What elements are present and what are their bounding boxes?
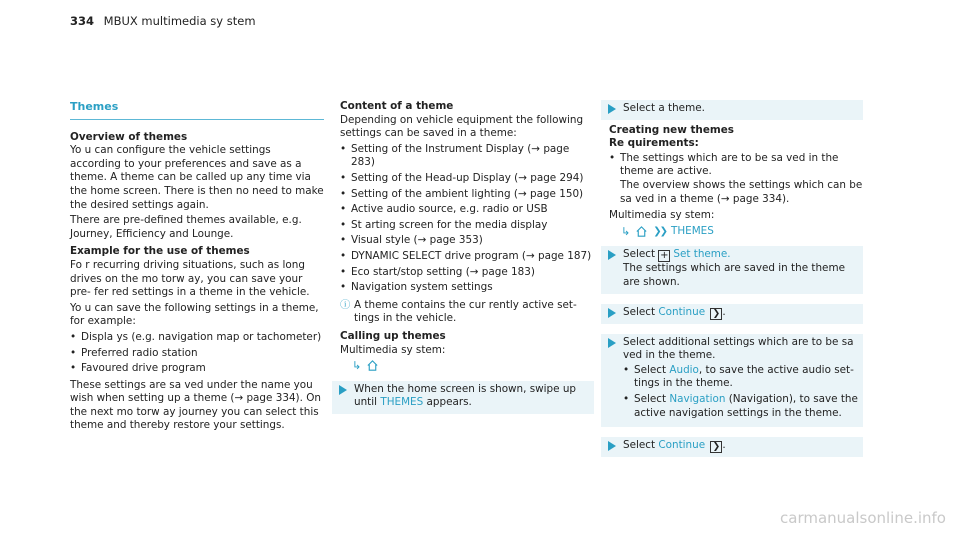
step-text-a: When the home screen is shown, swipe up until	[354, 382, 577, 409]
note-text: A theme contains the cur rently active set‐ tings in the vehicle.	[354, 298, 577, 325]
set-theme-link: Set theme.	[673, 248, 731, 261]
step3-text: Select additional settings which are to be sa ved in the theme.	[623, 335, 854, 362]
calling-heading: Calling up themes	[340, 329, 446, 342]
list-item	[623, 393, 859, 420]
step3-item2-text: (Navigation), to save the active navigation settings in the theme.	[634, 392, 858, 419]
info-icon: ⓘ	[340, 298, 351, 311]
step3-item1-text: , to save the active audio set‐ tings in the theme.	[634, 363, 854, 390]
example-heading: Example for the use of themes	[70, 245, 250, 258]
step1-prefix: Select	[623, 248, 656, 261]
instruction-step: Select Continue ❯ .	[601, 437, 863, 457]
save-list	[70, 331, 324, 376]
list-item	[609, 152, 863, 206]
chevron-right-icon: ❯	[710, 441, 722, 453]
list-item: • Navigation system settings	[340, 281, 594, 295]
multimedia-label: Multimedia sy stem:	[609, 209, 715, 222]
list-item: • Setting of the ambient lighting (→ page 150)	[340, 188, 594, 202]
home-icon	[366, 359, 379, 372]
req-item: The settings which are to be sa ved in the theme are active.	[620, 151, 839, 178]
menu-path	[352, 359, 594, 373]
list-item	[623, 364, 859, 391]
requirements-list	[609, 152, 863, 206]
header-title: MBUX multimedia sy stem	[103, 14, 256, 28]
page-header	[70, 14, 256, 28]
list-item: • Setting of the Head-up Display (→ page 294)	[340, 172, 594, 186]
step3-item2-prefix: Select	[634, 392, 667, 405]
plus-icon: +	[660, 250, 669, 262]
list-item: • Preferred radio station	[70, 347, 324, 361]
overview-heading: Overview of themes	[70, 130, 188, 143]
step3-item1-prefix: Select	[634, 363, 667, 376]
step-arrow-icon	[608, 338, 616, 348]
instruction-step	[332, 381, 594, 414]
step1-text: The settings which are saved in the theme are shown.	[623, 262, 845, 288]
step-arrow-icon	[608, 104, 616, 114]
step-arrow-icon	[608, 441, 616, 451]
path-arrow-icon: ↳	[352, 359, 362, 373]
instruction-step	[601, 334, 863, 428]
list-item: • DYNAMIC SELECT drive program (→ page 187)	[340, 250, 594, 264]
step-arrow-icon	[608, 250, 616, 260]
watermark: carmanualsonline.info	[780, 509, 946, 527]
path-arrow-icon: ↳	[621, 224, 631, 238]
content-heading: Content of a theme	[340, 100, 454, 112]
instruction-step: Select Continue ❯ .	[601, 304, 863, 324]
step4-prefix: Select	[623, 439, 656, 452]
list-item: • Active audio source, e.g. radio or USB	[340, 203, 594, 217]
list-item: • Displa ys (e.g. navigation map or tachometer)	[70, 331, 324, 345]
double-chevron-icon: ❯❯	[653, 225, 666, 237]
menu-path	[621, 225, 863, 239]
step-arrow-icon	[339, 385, 347, 395]
list-item: • Eco start/stop setting (→ page 183)	[340, 266, 594, 280]
predefined-text: There are pre-defined themes available, e.g. Journey, Efficiency and Lounge.	[70, 214, 302, 240]
saved-text: These settings are sa ved under the name you wish when setting up a theme (→ page 334). On the next mo torw ay journey you can select this theme and thereby restore your settings.	[70, 378, 321, 432]
content-list	[340, 143, 594, 295]
example-text: Fo r recurring driving situations, such as long drives on the mo torw ay, you can save your pre‐ fer red settings in a theme in the vehicle.	[70, 258, 310, 299]
step-arrow-icon	[608, 308, 616, 318]
chevron-right-icon: ❯	[710, 308, 722, 320]
calling-sub: Multimedia sy stem:	[340, 343, 446, 356]
page-number: 334	[70, 14, 95, 28]
note	[340, 299, 594, 326]
list-item: • Setting of the Instrument Display (→ page 283)	[340, 143, 594, 170]
navigation-link: Navigation	[669, 392, 726, 405]
select-theme-text: Select a theme.	[623, 102, 705, 114]
step3-list	[623, 364, 859, 420]
step-text-b: appears.	[426, 396, 472, 409]
save-text: Yo u can save the following settings in a theme, for example:	[70, 301, 319, 328]
path-themes: THEMES	[670, 224, 714, 237]
column-3	[609, 100, 863, 467]
home-icon	[635, 225, 648, 238]
list-item: • Favoured drive program	[70, 362, 324, 376]
themes-link: THEMES	[380, 396, 424, 409]
column-1	[70, 100, 324, 435]
instruction-step	[601, 246, 863, 293]
instruction-step	[601, 100, 863, 120]
content-text: Depending on vehicle equipment the following settings can be saved in a theme:	[340, 113, 584, 140]
column-2	[340, 100, 594, 424]
list-item: • St arting screen for the media display	[340, 219, 594, 233]
req-item-2: The overview shows the settings which can be sa ved in a theme (→ page 334).	[620, 178, 863, 205]
continue-link: Continue	[658, 439, 706, 452]
list-item: • Visual style (→ page 353)	[340, 234, 594, 248]
audio-link: Audio	[669, 363, 699, 376]
section-title: Themes	[70, 100, 324, 120]
requirements-heading: Re quirements:	[609, 137, 699, 150]
continue-link: Continue	[658, 305, 706, 318]
overview-text: Yo u can configure the vehicle settings according to your preferences and save as a theme. A theme can be called up any time via the home screen. There is then no need to make the desired settings again.	[70, 144, 324, 211]
creating-heading: Creating new themes	[609, 123, 734, 136]
step2-prefix: Select	[623, 305, 656, 318]
